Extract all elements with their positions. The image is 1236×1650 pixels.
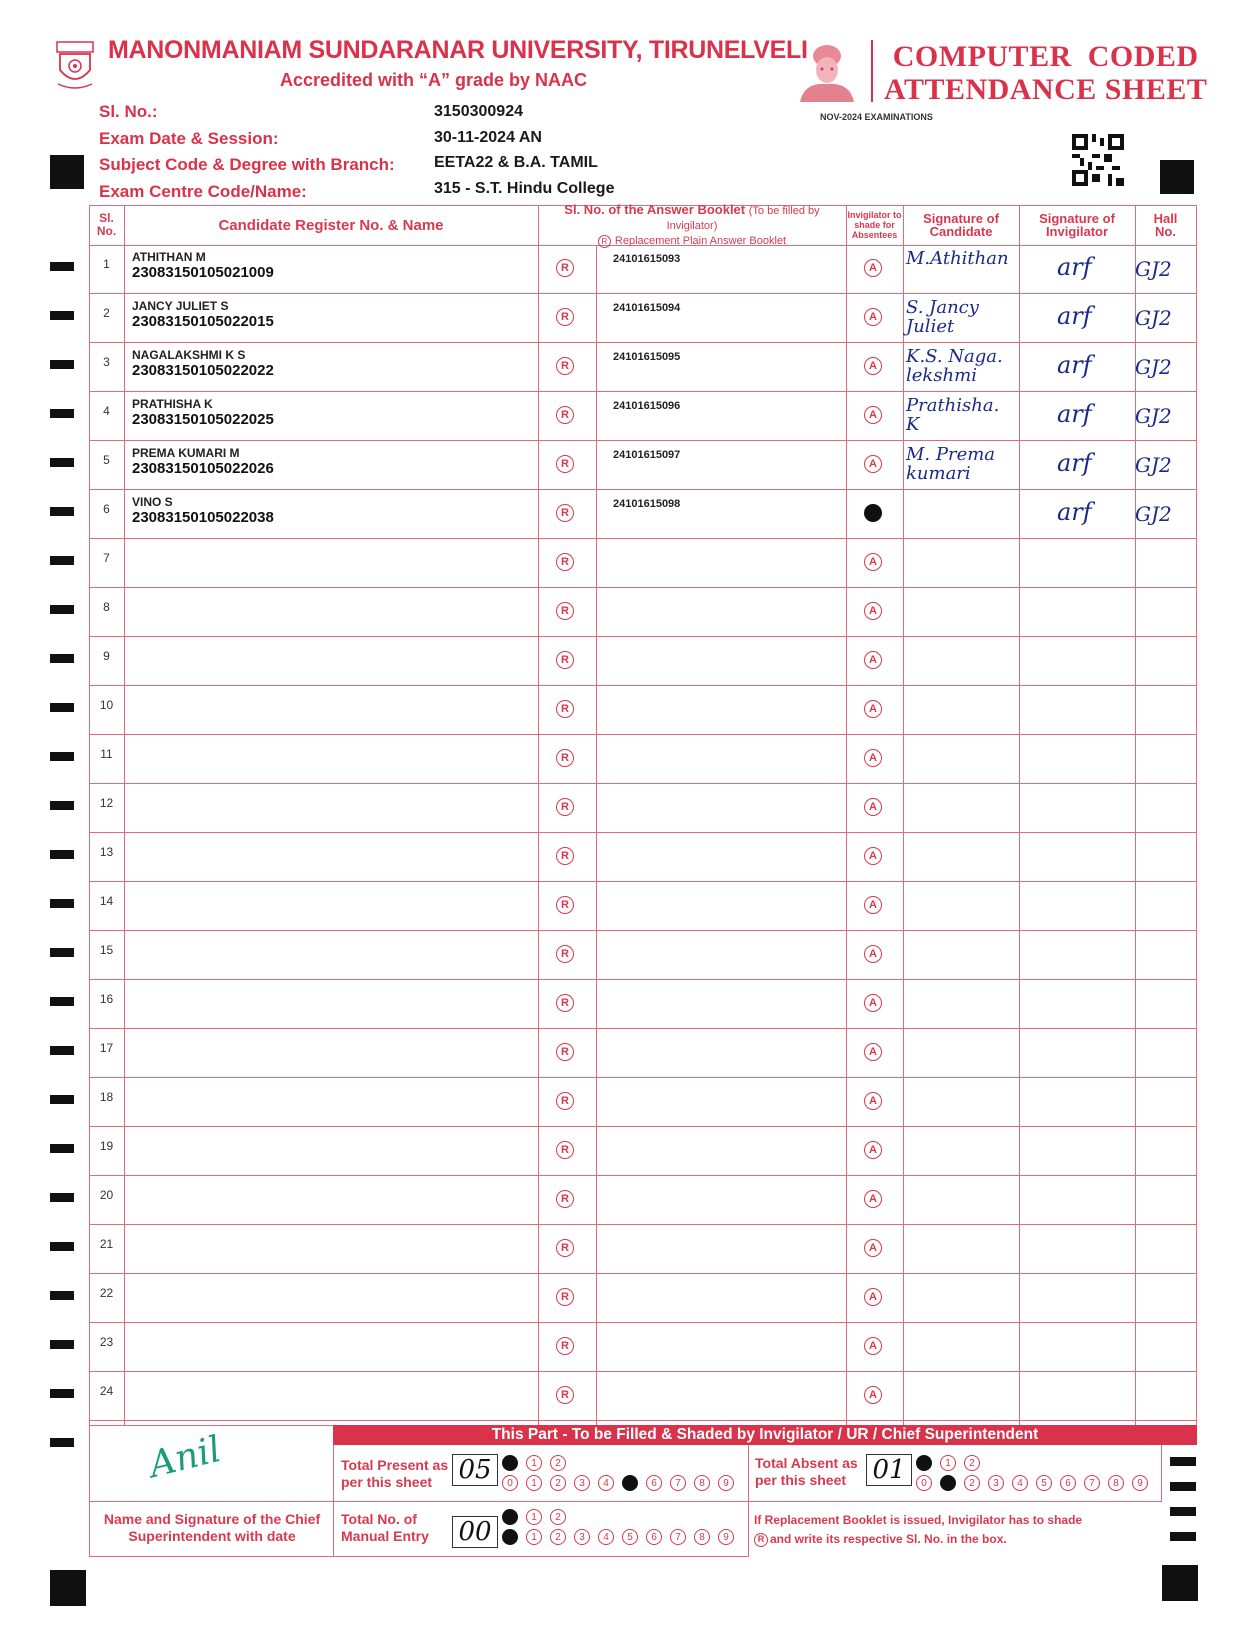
absent-tens-bubble[interactable]: 2 [964, 1455, 980, 1471]
invigilator-signature: arf [1057, 302, 1092, 330]
centre-label: Exam Centre Code/Name: [99, 182, 307, 201]
candidate-register-no: 23083150105021009 [132, 264, 274, 281]
replacement-bubble-icon: R [598, 235, 611, 248]
replacement-bubble[interactable]: R [556, 798, 574, 816]
replacement-note-bubble-icon: R [754, 1533, 768, 1547]
absent-units-bubble[interactable]: 2 [964, 1475, 980, 1491]
present-units-bubble[interactable]: 6 [646, 1475, 662, 1491]
timing-mark [50, 1046, 74, 1055]
manual-units-bubble[interactable]: 4 [598, 1529, 614, 1545]
sheet-title [884, 40, 1207, 106]
replacement-bubble[interactable]: R [556, 1141, 574, 1159]
subject-label: Subject Code & Degree with Branch: [99, 155, 395, 174]
candidate-register-no: 23083150105022022 [132, 362, 274, 379]
header-sig-invigilator: Signature of Invigilator [1039, 211, 1115, 239]
header-candidate: Candidate Register No. & Name [218, 216, 444, 234]
absent-units-bubble[interactable]: 9 [1132, 1475, 1148, 1491]
exam-date-value: 30-11-2024 AN [434, 129, 542, 146]
row-sl-no: 15 [99, 943, 114, 957]
hall-no: GJ2 [1135, 453, 1172, 477]
absentee-bubble[interactable]: A [864, 1190, 882, 1208]
replacement-bubble[interactable]: R [556, 1337, 574, 1355]
timing-mark [50, 311, 74, 320]
row-sl-no: 2 [103, 306, 110, 320]
absentee-bubble[interactable]: A [864, 1043, 882, 1061]
row-sl-no: 5 [103, 453, 110, 467]
absentee-bubble[interactable]: A [864, 1386, 882, 1404]
timing-mark [50, 1389, 74, 1398]
absentee-bubble[interactable]: A [864, 1092, 882, 1110]
present-units-bubble[interactable]: 9 [718, 1475, 734, 1491]
answer-booklet-no: 24101615098 [613, 498, 681, 510]
candidate-register-no: 23083150105022038 [132, 509, 274, 526]
absentee-bubble[interactable]: A [864, 1337, 882, 1355]
absent-units-bubble[interactable]: 7 [1084, 1475, 1100, 1491]
replacement-note-line-2: and write its respective Sl. No. in the box. [770, 1532, 1007, 1546]
candidate-name: PREMA KUMARI M [132, 446, 240, 460]
replacement-bubble[interactable]: R [556, 553, 574, 571]
university-name: MANONMANIAM SUNDARANAR UNIVERSITY, TIRUNELVELI [108, 36, 808, 64]
answer-booklet-no: 24101615096 [613, 400, 681, 412]
candidate-signature: M. Prema kumari [906, 444, 996, 484]
founder-portrait-icon [796, 40, 858, 102]
absentee-bubble[interactable]: A [864, 651, 882, 669]
absentee-bubble[interactable]: A [864, 1288, 882, 1306]
table-row [89, 343, 1197, 392]
total-present-box[interactable]: 05 [452, 1454, 498, 1486]
corner-mark [50, 155, 84, 189]
candidate-name: NAGALAKSHMI K S [132, 348, 246, 362]
table-row [89, 1225, 1197, 1274]
chief-superintendent-signature: Anil [145, 1428, 226, 1487]
absentee-bubble[interactable]: A [864, 798, 882, 816]
timing-mark [50, 801, 74, 810]
header-sl-no: Sl. No. [96, 211, 117, 238]
absent-units-bubble[interactable]: 0 [916, 1475, 932, 1491]
timing-mark [50, 1291, 74, 1300]
absentee-bubble[interactable]: A [864, 945, 882, 963]
table-row [89, 931, 1197, 980]
answer-booklet-no: 24101615093 [613, 253, 681, 265]
absent-units-bubble[interactable]: 5 [1036, 1475, 1052, 1491]
corner-mark [1162, 1565, 1198, 1601]
row-sl-no: 18 [99, 1090, 114, 1104]
candidate-signature: M.Athithan [906, 248, 1009, 269]
row-sl-no: 14 [99, 894, 114, 908]
candidate-name: JANCY JULIET S [132, 299, 229, 313]
absentee-bubble[interactable]: A [864, 455, 882, 473]
timing-mark [50, 850, 74, 859]
table-row [89, 833, 1197, 882]
replacement-bubble[interactable]: R [556, 357, 574, 375]
hall-no: GJ2 [1135, 355, 1172, 379]
manual-units-bubble[interactable]: 9 [718, 1529, 734, 1545]
present-tens-bubble[interactable]: 2 [550, 1455, 566, 1471]
table-row [89, 637, 1197, 686]
table-row [89, 1127, 1197, 1176]
university-emblem-icon [54, 40, 96, 92]
timing-mark [50, 556, 74, 565]
total-absent-label: Total Absent as per this sheet [755, 1455, 858, 1488]
manual-tens-bubble[interactable]: 1 [526, 1509, 542, 1525]
corner-mark [1160, 160, 1194, 194]
attendance-table [89, 201, 1197, 1425]
row-sl-no: 9 [103, 649, 110, 663]
answer-booklet-no: 24101615095 [613, 351, 681, 363]
replacement-bubble[interactable]: R [556, 308, 574, 326]
chief-sig-label: Name and Signature of the Chief Superintendent with date [103, 1511, 321, 1544]
timing-mark [50, 1144, 74, 1153]
invigilator-signature: arf [1057, 253, 1092, 281]
table-row [89, 784, 1197, 833]
manual-units-bubble[interactable]: 6 [646, 1529, 662, 1545]
header-booklet-note: (To be filled by Invigilator) [666, 204, 820, 232]
absentee-bubble[interactable]: A [864, 602, 882, 620]
footer-banner: This Part - To be Filled & Shaded by Invigilator / UR / Chief Superintendent [333, 1425, 1197, 1445]
hall-no: GJ2 [1135, 404, 1172, 428]
invigilator-signature: arf [1057, 351, 1092, 379]
timing-mark [50, 1438, 74, 1447]
replacement-bubble[interactable]: R [556, 1190, 574, 1208]
sheet-title-line-2: ATTENDANCE SHEET [884, 73, 1208, 106]
manual-units-bubble[interactable]: 1 [526, 1529, 542, 1545]
row-sl-no: 4 [103, 404, 110, 418]
absent-tens-bubble[interactable]: 1 [940, 1455, 956, 1471]
row-sl-no: 22 [99, 1286, 114, 1300]
sl-no-value: 3150300924 [434, 103, 523, 120]
replacement-bubble[interactable]: R [556, 1043, 574, 1061]
present-units-bubble[interactable]: 5 [622, 1475, 638, 1491]
replacement-bubble[interactable]: R [556, 651, 574, 669]
timing-mark [50, 1242, 74, 1251]
absentee-bubble[interactable]: A [864, 553, 882, 571]
row-sl-no: 23 [99, 1335, 114, 1349]
absentee-bubble[interactable]: A [864, 308, 882, 326]
header-hall: Hall No. [1153, 211, 1178, 239]
table-row [89, 735, 1197, 784]
manual-entry-box[interactable]: 00 [452, 1516, 498, 1548]
hall-no: GJ2 [1135, 306, 1172, 330]
total-absent-box[interactable]: 01 [866, 1454, 912, 1486]
replacement-bubble[interactable]: R [556, 847, 574, 865]
timing-mark [50, 507, 74, 516]
table-row [89, 294, 1197, 343]
present-tens-bubble[interactable]: 1 [526, 1455, 542, 1471]
row-sl-no: 20 [99, 1188, 114, 1202]
replacement-bubble[interactable]: R [556, 945, 574, 963]
present-units-bubble[interactable]: 0 [502, 1475, 518, 1491]
header-sig-candidate: Signature of Candidate [923, 211, 999, 239]
sl-no-label: Sl. No.: [99, 102, 158, 121]
answer-booklet-no: 24101615097 [613, 449, 681, 461]
replacement-note-line-1: If Replacement Booklet is issued, Invigilator has to shade [754, 1513, 1083, 1527]
table-row [89, 1323, 1197, 1372]
row-sl-no: 12 [99, 796, 114, 810]
candidate-register-no: 23083150105022015 [132, 313, 274, 330]
row-sl-no: 10 [99, 698, 114, 712]
invigilator-signature: arf [1057, 449, 1092, 477]
row-sl-no: 11 [100, 747, 113, 761]
candidate-register-no: 23083150105022025 [132, 411, 274, 428]
timing-mark [50, 262, 74, 271]
total-present-label: Total Present as per this sheet [341, 1457, 449, 1490]
replacement-bubble[interactable]: R [556, 406, 574, 424]
timing-mark [50, 654, 74, 663]
hall-no: GJ2 [1135, 257, 1172, 281]
present-units-bubble[interactable]: 8 [694, 1475, 710, 1491]
timing-mark [50, 458, 74, 467]
qr-code-icon [1072, 134, 1124, 186]
replacement-bubble[interactable]: R [556, 1288, 574, 1306]
timing-mark [50, 703, 74, 712]
answer-booklet-no: 24101615094 [613, 302, 681, 314]
absentee-bubble[interactable]: A [864, 406, 882, 424]
table-row [89, 539, 1197, 588]
row-sl-no: 16 [99, 992, 114, 1006]
row-sl-no: 3 [103, 355, 110, 369]
absent-units-bubble[interactable]: 1 [940, 1475, 956, 1491]
candidate-signature: K.S. Naga. lekshmi [906, 346, 1003, 386]
row-sl-no: 8 [103, 600, 110, 614]
timing-mark [50, 1193, 74, 1202]
table-row [89, 588, 1197, 637]
absentee-bubble[interactable]: A [864, 357, 882, 375]
absent-units-bubble[interactable]: 3 [988, 1475, 1004, 1491]
manual-tens-bubble[interactable]: 2 [550, 1509, 566, 1525]
table-row [89, 441, 1197, 490]
candidate-name: VINO S [132, 495, 173, 509]
table-row [89, 1078, 1197, 1127]
replacement-bubble[interactable]: R [556, 896, 574, 914]
exam-session-tag: NOV-2024 EXAMINATIONS [820, 112, 933, 122]
absentee-bubble[interactable]: A [864, 1239, 882, 1257]
replacement-bubble[interactable]: R [556, 504, 574, 522]
header-divider [871, 40, 873, 102]
row-sl-no: 17 [99, 1041, 114, 1055]
row-sl-no: 7 [103, 551, 110, 565]
manual-units-bubble[interactable]: 5 [622, 1529, 638, 1545]
candidate-signature: S. Jancy Juliet [906, 297, 979, 337]
present-tens-bubble[interactable]: 0 [502, 1455, 518, 1471]
manual-units-bubble[interactable]: 7 [670, 1529, 686, 1545]
row-sl-no: 19 [99, 1139, 114, 1153]
manual-entry-label: Total No. of Manual Entry [341, 1511, 429, 1544]
invigilator-signature: arf [1057, 400, 1092, 428]
table-row [89, 1372, 1197, 1421]
table-row [89, 1274, 1197, 1323]
replacement-bubble[interactable]: R [556, 602, 574, 620]
table-row [89, 1176, 1197, 1225]
accreditation-text: Accredited with “A” grade by NAAC [280, 70, 588, 90]
row-sl-no: 21 [99, 1237, 114, 1251]
replacement-bubble[interactable]: R [556, 259, 574, 277]
manual-units-bubble[interactable]: 2 [550, 1529, 566, 1545]
table-row [89, 980, 1197, 1029]
manual-units-bubble[interactable]: 8 [694, 1529, 710, 1545]
timing-mark [50, 948, 74, 957]
present-units-bubble[interactable]: 4 [598, 1475, 614, 1491]
absentee-bubble[interactable]: A [864, 1141, 882, 1159]
subject-value: EETA22 & B.A. TAMIL [434, 154, 598, 171]
absentee-bubble[interactable]: A [864, 749, 882, 767]
present-units-bubble[interactable]: 1 [526, 1475, 542, 1491]
table-row [89, 1029, 1197, 1078]
candidate-register-no: 23083150105022026 [132, 460, 274, 477]
replacement-bubble[interactable]: R [556, 700, 574, 718]
invigilator-signature: arf [1057, 498, 1092, 526]
absentee-bubble[interactable]: A [864, 700, 882, 718]
row-sl-no: 24 [99, 1384, 114, 1398]
present-units-bubble[interactable]: 3 [574, 1475, 590, 1491]
candidate-name: PRATHISHA K [132, 397, 213, 411]
footer-section [89, 1425, 1197, 1557]
replacement-bubble[interactable]: R [556, 455, 574, 473]
manual-tens-bubble[interactable]: 0 [502, 1509, 518, 1525]
timing-mark [50, 752, 74, 761]
header-booklet-sub: Replacement Plain Answer Booklet [614, 234, 787, 247]
replacement-bubble[interactable]: R [556, 994, 574, 1012]
centre-value: 315 - S.T. Hindu College [434, 180, 615, 197]
timing-mark [50, 997, 74, 1006]
table-row [89, 392, 1197, 441]
absent-tens-bubble[interactable]: 0 [916, 1455, 932, 1471]
header-absentee: Invigilator to shade for Absentees [847, 210, 902, 240]
absentee-bubble[interactable]: A [864, 847, 882, 865]
absentee-bubble[interactable]: A [864, 504, 882, 522]
header-booklet-main: Sl. No. of the Answer Booklet [564, 201, 746, 217]
replacement-bubble[interactable]: R [556, 749, 574, 767]
absentee-bubble[interactable]: A [864, 994, 882, 1012]
replacement-bubble[interactable]: R [556, 1386, 574, 1404]
candidate-name: ATHITHAN M [132, 250, 206, 264]
header-booklet [538, 201, 846, 247]
exam-date-label: Exam Date & Session: [99, 129, 279, 148]
timing-mark [50, 360, 74, 369]
row-sl-no: 6 [103, 502, 110, 516]
table-row [89, 882, 1197, 931]
table-row [89, 245, 1197, 294]
row-sl-no: 13 [99, 845, 114, 859]
absent-units-bubble[interactable]: 6 [1060, 1475, 1076, 1491]
timing-mark [50, 605, 74, 614]
sheet-title-line-1: COMPUTER CODED [892, 40, 1199, 73]
timing-mark [50, 1095, 74, 1104]
table-row [89, 490, 1197, 539]
row-sl-no: 1 [103, 257, 110, 271]
manual-units-bubble[interactable]: 0 [502, 1529, 518, 1545]
absent-units-bubble[interactable]: 4 [1012, 1475, 1028, 1491]
manual-units-bubble[interactable]: 3 [574, 1529, 590, 1545]
replacement-note [754, 1511, 1082, 1549]
absentee-bubble[interactable]: A [864, 896, 882, 914]
present-units-bubble[interactable]: 2 [550, 1475, 566, 1491]
corner-mark [50, 1570, 86, 1606]
candidate-signature: Prathisha. K [906, 395, 1000, 435]
replacement-bubble[interactable]: R [556, 1239, 574, 1257]
timing-mark [50, 1340, 74, 1349]
present-units-bubble[interactable]: 7 [670, 1475, 686, 1491]
timing-mark [50, 409, 74, 418]
replacement-bubble[interactable]: R [556, 1092, 574, 1110]
timing-mark [50, 899, 74, 908]
absentee-bubble[interactable]: A [864, 259, 882, 277]
table-row [89, 686, 1197, 735]
absent-units-bubble[interactable]: 8 [1108, 1475, 1124, 1491]
hall-no: GJ2 [1135, 502, 1172, 526]
